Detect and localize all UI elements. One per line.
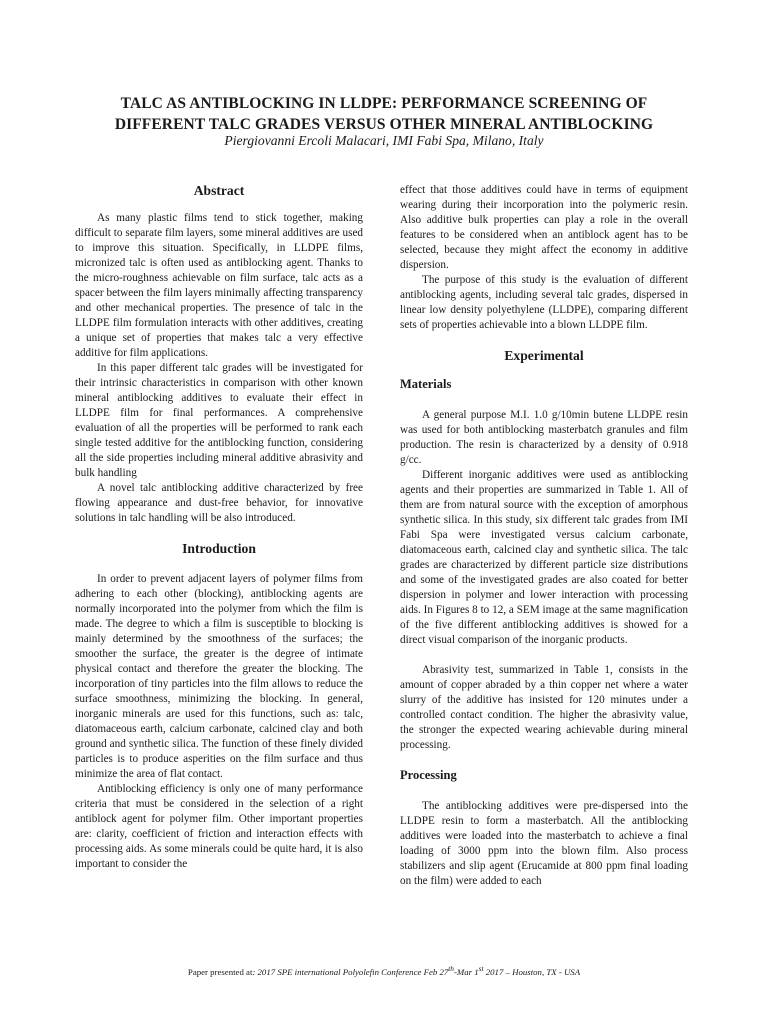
introduction-paragraph-2: Antiblocking efficiency is only one of many performance criteria that must be considered in the selection of a right antiblock agent for polymer film. Other important properties are: clarity, coefficient of friction and interaction effects with processing aids. As some minerals could be quite hard, it is also important to consider the xyxy=(75,783,363,870)
page-footer xyxy=(0,964,768,977)
materials-paragraph-3: Abrasivity test, summarized in Table 1, consists in the amount of copper abraded by a thin copper net where a water slurry of the additive has insisted for 120 minutes under a controlled contact condition. The higher the abrasivity value, the stronger the expected wearing achievable during mineral processing. xyxy=(400,664,688,751)
experimental-heading: Experimental xyxy=(504,348,584,363)
abstract-heading: Abstract xyxy=(193,183,245,198)
title-line-2: DIFFERENT TALC GRADES VERSUS OTHER MINERAL ANTIBLOCKING xyxy=(114,116,654,133)
author-line: Piergiovanni Ercoli Malacari, IMI Fabi Spa, Milano, Italy xyxy=(224,133,544,148)
footer-sup-th: th xyxy=(448,964,454,973)
left-column xyxy=(75,183,363,872)
title-line-1: TALC AS ANTIBLOCKING IN LLDPE: PERFORMANCE SCREENING OF xyxy=(120,95,648,112)
right-column xyxy=(400,183,688,889)
footer-sup-st: st xyxy=(478,964,484,973)
materials-paragraph-2: Different inorganic additives were used as antiblocking agents and their properties are summarized in Table 1. All of them are from natural source with the exception of amorphous synthetic silica. In this study, six different talc grades from IMI Fabi Spa were investigated versus calcium carbonate, diatomaceous earth, calcined clay and synthetic silica. The talc grades are characterized by different particle size distributions and some of the investigated grades are also coated for better dispersion in polymer and lower interaction with processing aids. In Figures 8 to 12, a SEM image at the same magnification of the five different antiblocking additives is showed for a direct visual comparison of the inorganic products. xyxy=(400,469,688,646)
footer-conference: : 2017 SPE international Polyolefin Conference Feb 27 xyxy=(252,966,449,977)
footer-mid: -Mar 1 xyxy=(453,966,479,977)
introduction-paragraph-1: In order to prevent adjacent layers of polymer films from adhering to each other (blocking), antiblocking agents are normally incorporated into the polymer from which the film is made. The degree to which a film is susceptible to blocking is mainly determined by the smoothness of the surfaces; the smoother the surface, the greater is the degree of intimate physical contact and therefore the greater the blocking. The incorporation of tiny particles into the film allows to reduce the surface smoothness, minimizing the blocking. In general, inorganic minerals are used for this functions, such as: talc, diatomaceous earth, calcium carbonate, calcined clay and both ground and synthetic silica. The function of these finely divided particles is to produce asperities on the film surface and thus minimize the area of flat contact. xyxy=(75,573,363,780)
materials-heading: Materials xyxy=(400,377,452,391)
right-paragraph-1: effect that those additives could have in terms of equipment wearing during their incorporation into the polymeric resin. Also additive bulk properties can play a role in the overall features to be considered when an antiblock agent has to be selected, because they might affect the economy in additive dispersion. xyxy=(400,184,688,271)
introduction-heading: Introduction xyxy=(182,541,256,556)
right-paragraph-2: The purpose of this study is the evaluation of different antiblocking agents, including several talc grades, dispersed in linear low density polyethylene (LLDPE), comparing different sets of properties achievable into a blown LLDPE film. xyxy=(400,274,688,331)
processing-paragraph-1: The antiblocking additives were pre-dispersed into the LLDPE resin to form a masterbatch. All the antiblocking additives were loaded into the masterbatch to achieve a final loading of 3000 ppm into the blown film. Also process stabilizers and slip agent (Erucamide at 800 ppm final loading on the film) were added to each xyxy=(400,800,688,887)
abstract-paragraph-1: As many plastic films tend to stick together, making difficult to separate film layers, some mineral additives are used to improve this situation. Specifically, in LLDPE films, micronized talc is often used as antiblocking agent. Thanks to the micro-roughness achievable on film surface, talc acts as a spacer between the film layers minimally affecting transparency and other mechanical properties. The presence of talc in the LLDPE film formulation interacts with other additives, creating a unique set of properties that makes talc a very effective additive for film applications. xyxy=(75,212,363,359)
abstract-paragraph-3: A novel talc antiblocking additive characterized by free flowing appearance and dust-free behavior, for innovative solutions in talc handling will be also introduced. xyxy=(75,482,363,524)
processing-heading: Processing xyxy=(400,768,457,782)
materials-paragraph-1: A general purpose M.I. 1.0 g/10min butene LLDPE resin was used for both antiblocking masterbatch granules and film production. The resin is characterized by a density of 0.918 g/cc. xyxy=(400,409,688,466)
footer-prefix: Paper presented at xyxy=(187,966,253,977)
paper-title xyxy=(0,93,768,135)
abstract-paragraph-2: In this paper different talc grades will be investigated for their intrinsic characteristics in comparison with other known mineral antiblocking additives to evaluate their effect in LLDPE film for final performances. A comprehensive evaluation of all the properties will be performed to rank each single tested additive for the antiblocking function, considering all the side properties including mineral additive abrasivity and bulk handling xyxy=(75,362,363,479)
footer-location: – Houston, TX - USA xyxy=(503,966,581,977)
footer-year: 2017 xyxy=(483,966,504,977)
